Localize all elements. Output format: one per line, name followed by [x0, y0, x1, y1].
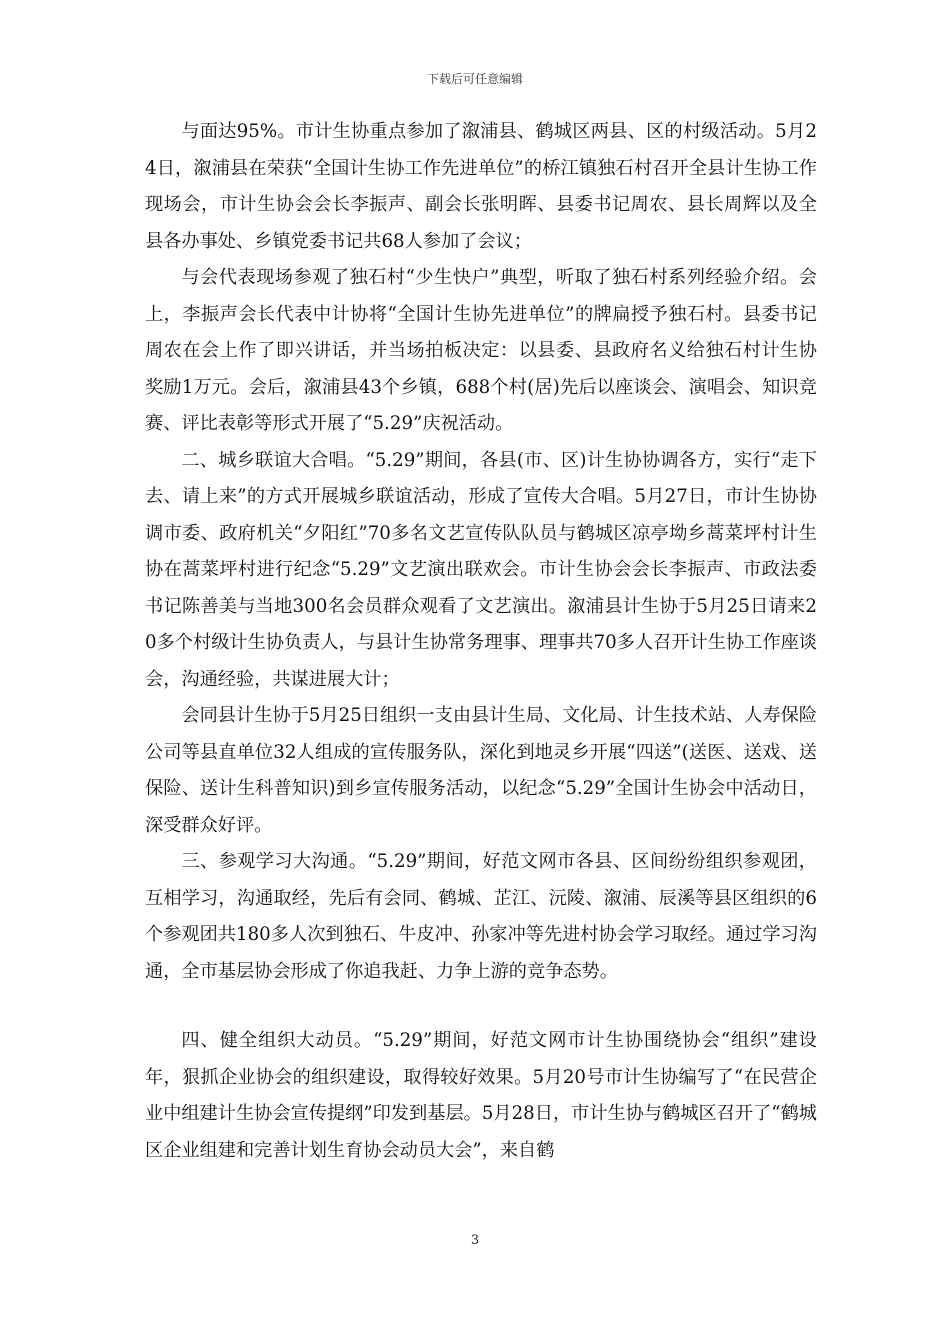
page-header: 下载后可任意编辑: [426, 72, 523, 86]
document-body: [145, 114, 817, 1169]
paragraph: 四、健全组织大动员。“5.29”期间，好范文网市计生协围绕协会“组织”建设年，狠抓企业协会的组织建设，取得较好效果。5月20号市计生协编写了“在民营企业中组建计生协会宣传提纲”印发到基层。5月28日，市计生协与鹤城区召开了“鹤城区企业组建和完善计划生育协会动员大会”，来自鹤: [145, 1030, 817, 1161]
paragraph: 与会代表现场参观了独石村“少生快户”典型，听取了独石村系列经验介绍。会上，李振声会长代表中计协将“全国计生协先进单位”的牌扁授予独石村。县委书记周农在会上作了即兴讲话，并当场拍板决定：以县委、县政府名义给独石村计生协奖励1万元。会后，溆浦县43个乡镇，688个村(居)先后以座谈会、演唱会、知识竞赛、评比表彰等形式开展了“5.29”庆祝活动。: [145, 267, 817, 434]
paragraph: 三、参观学习大沟通。“5.29”期间，好范文网市各县、区间纷纷组织参观团，互相学习，沟通取经，先后有会同、鹤城、芷江、沅陵、溆浦、辰溪等县区组织的6个参观团共180多人次到独石、牛皮冲、孙家冲等先进村协会学习取经。通过学习沟通，全市基层协会形成了你追我赶、力争上游的竞争态势。: [145, 851, 817, 982]
page-number: 3: [470, 1233, 480, 1248]
paragraph: 二、城乡联谊大合唱。“5.29”期间，各县(市、区)计生协协调各方，实行“走下去、请上来”的方式开展城乡联谊活动，形成了宣传大合唱。5月27日，市计生协协调市委、政府机关“夕阳红”70多名文艺宣传队队员与鹤城区凉亭坳乡蒿菜坪村计生协在蒿菜坪村进行纪念“5.29”文艺演出联欢会。市计生协会会长李振声、市政法委书记陈善美与当地300名会员群众观看了文艺演出。溆浦县计生协于5月25日请来20多个村级计生协负责人，与县计生协常务理事、理事共70多人召开计生协工作座谈会，沟通经验，共谋进展大计；: [145, 449, 817, 690]
paragraph: 与面达95%。市计生协重点参加了溆浦县、鹤城区两县、区的村级活动。5月24日，溆浦县在荣获“全国计生协工作先进单位”的桥江镇独石村召开全县计生协工作现场会，市计生协会会长李振声、副会长张明晖、县委书记周农、县长周辉以及全县各办事处、乡镇党委书记共68人参加了会议；: [145, 121, 817, 252]
paragraph: 会同县计生协于5月25日组织一支由县计生局、文化局、计生技术站、人寿保险公司等县直单位32人组成的宣传服务队，深化到地灵乡开展“四送”(送医、送戏、送保险、送计生科普知识)到乡宣传服务活动，以纪念“5.29”全国计生协会中活动日，深受群众好评。: [145, 705, 817, 836]
